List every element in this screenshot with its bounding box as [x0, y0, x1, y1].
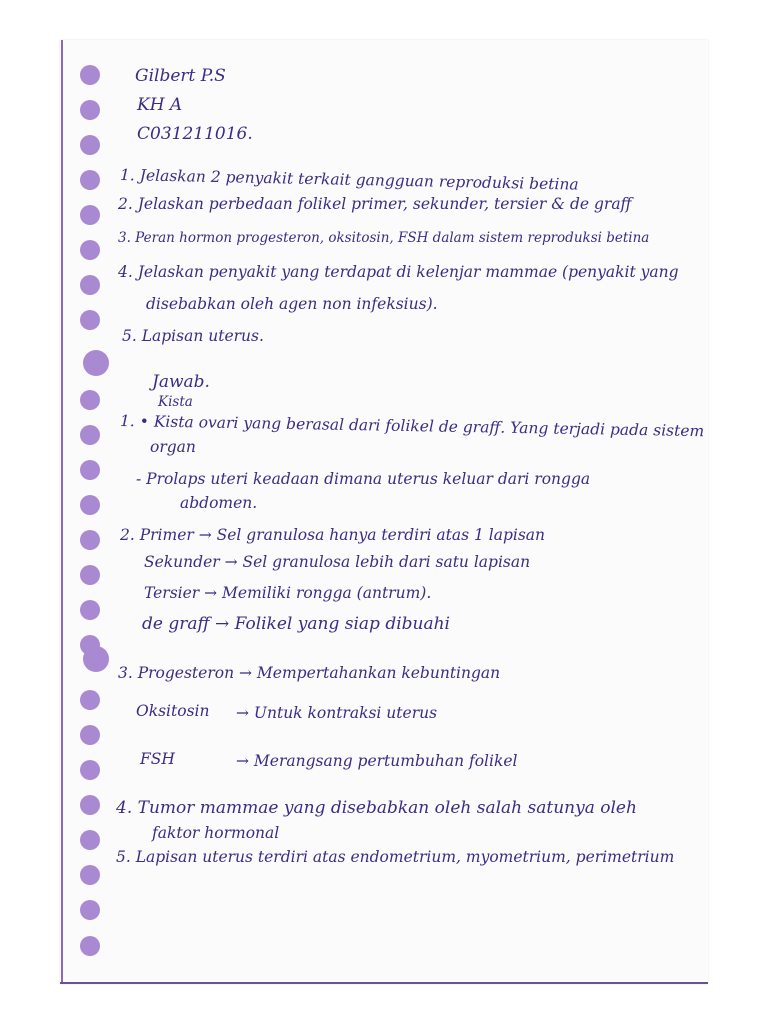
answer-2-primer: 2. Primer → Sel granulosa hanya terdiri atas 1 lapisan	[120, 526, 546, 544]
margin-line	[61, 40, 63, 984]
question-1: 1. Jelaskan 2 penyakit terkait gangguan reproduksi betina	[119, 166, 579, 194]
question-4: 4. Jelaskan penyakit yang terdapat di kelenjar mammae (penyakit yang	[118, 263, 679, 281]
student-id: C031211016.	[137, 124, 253, 144]
binder-hole	[80, 170, 100, 190]
answer-heading: Jawab.	[152, 372, 210, 392]
binder-hole	[80, 760, 100, 780]
answer-1-insert: Kista	[158, 394, 193, 410]
question-3: 3. Peran hormon progesteron, oksitosin, FSH dalam sistem reproduksi betina	[118, 230, 650, 246]
student-name: Gilbert P.S	[135, 66, 226, 86]
answer-1-line-3: - Prolaps uteri keadaan dimana uterus keluar dari rongga	[136, 470, 591, 488]
answer-5: 5. Lapisan uterus terdiri atas endometrium, myometrium, perimetrium	[116, 848, 675, 866]
binder-hole	[80, 310, 100, 330]
binder-hole	[80, 690, 100, 710]
binder-hole	[80, 205, 100, 225]
answer-2-tersier: Tersier → Memiliki rongga (antrum).	[144, 584, 432, 602]
question-5: 5. Lapisan uterus.	[122, 327, 264, 345]
answer-4-line-2: faktor hormonal	[152, 824, 280, 842]
binder-hole	[80, 865, 100, 885]
answer-3-fsh-label: FSH	[140, 750, 175, 768]
binder-hole	[80, 600, 100, 620]
binder-hole	[80, 275, 100, 295]
answer-4-line-1: 4. Tumor mammae yang disebabkan oleh salah satunya oleh	[116, 798, 637, 818]
binder-hole	[80, 565, 100, 585]
binder-hole	[80, 495, 100, 515]
binder-hole	[80, 830, 100, 850]
binder-hole	[83, 350, 109, 376]
answer-3-oksitosin-value: → Untuk kontraksi uterus	[236, 704, 438, 722]
binder-hole	[83, 646, 109, 672]
binder-hole	[80, 460, 100, 480]
binder-hole	[80, 725, 100, 745]
answer-3-fsh-value: → Merangsang pertumbuhan folikel	[236, 752, 518, 770]
student-class: KH A	[137, 95, 183, 115]
question-2: 2. Jelaskan perbedaan folikel primer, sekunder, tersier & de graff	[118, 195, 632, 213]
binder-hole	[80, 900, 100, 920]
binder-hole	[80, 795, 100, 815]
question-4-continued: disebabkan oleh agen non infeksius).	[146, 295, 438, 313]
binder-hole	[80, 100, 100, 120]
binder-hole	[80, 390, 100, 410]
binder-hole	[80, 135, 100, 155]
binder-hole	[80, 530, 100, 550]
answer-2-de-graff: de graff → Folikel yang siap dibuahi	[142, 614, 450, 634]
answer-1-line-2: organ	[150, 438, 196, 456]
binder-hole	[80, 425, 100, 445]
binder-hole	[80, 936, 100, 956]
answer-1-line-4: abdomen.	[180, 494, 258, 512]
answer-1-line-1: 1. • Kista ovari yang berasal dari folikel de graff. Yang terjadi pada sistem	[119, 412, 705, 441]
binder-hole	[80, 65, 100, 85]
binder-hole	[80, 240, 100, 260]
page-bottom-edge	[60, 982, 708, 984]
answer-3-progesteron: 3. Progesteron → Mempertahankan kebuntingan	[118, 664, 501, 682]
answer-3-oksitosin-label: Oksitosin	[136, 702, 210, 720]
answer-2-sekunder: Sekunder → Sel granulosa lebih dari satu lapisan	[144, 553, 531, 571]
